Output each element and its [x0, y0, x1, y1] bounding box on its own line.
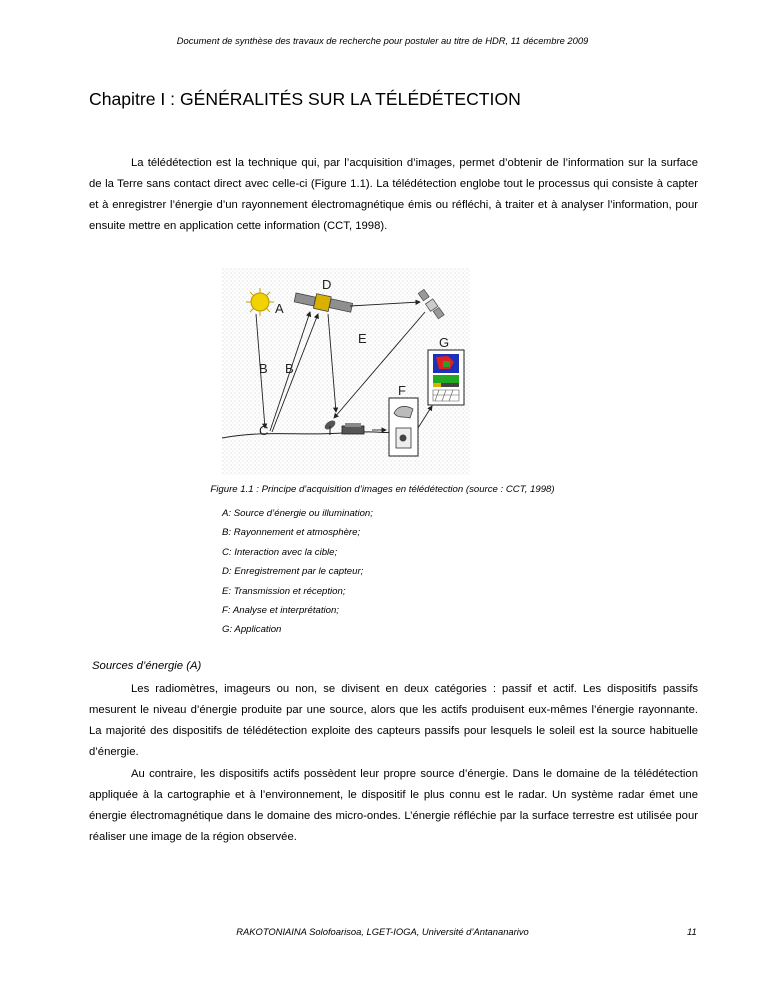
legend-item: A: Source d’énergie ou illumination;	[222, 508, 373, 519]
remote-sensing-diagram	[222, 268, 470, 475]
figure-label-b2: B	[285, 361, 294, 376]
legend-item: C: Interaction avec la cible;	[222, 546, 338, 558]
section-paragraph: Les radiomètres, imageurs ou non, se divisent en deux catégories : passif et actif. Les dispositifs passifs mesurent le niveau d’énergie produite par une source, alors que les actifs produisent eux-mêmes l’énergie rayonnante. La majorité des dispositifs de télédétection exploite des capteurs passifs pour lesquels le soleil est la source habituelle d’énergie.	[89, 683, 698, 758]
section-heading: Sources d’énergie (A)	[92, 660, 202, 672]
application-panel-icon	[428, 350, 464, 405]
legend-item: B: Rayonnement et atmosphère;	[222, 527, 361, 539]
sun-icon	[246, 288, 274, 316]
section-paragraph: Au contraire, les dispositifs actifs possèdent leur propre source d’énergie. Dans le domaine de la télédétection appliquée à la cartographie et à l’environnement, le dispositif le plus connu est le radar. Un système radar émet une énergie électromagnétique dans le domaine des micro-ondes. L’énergie réfléchie par la surface terrestre est utilisée pour réaliser une image de la région observée.	[89, 768, 698, 843]
figure-label-a: A	[275, 301, 284, 316]
figure-label-e: E	[358, 331, 367, 346]
figure-legend	[222, 504, 373, 640]
figure-label-b1: B	[259, 361, 268, 376]
legend-item: E: Transmission et réception;	[222, 585, 346, 597]
running-header: Document de synthèse des travaux de recherche pour postuler au titre de HDR, 11 décembre 2009	[176, 35, 589, 46]
analysis-panel-icon	[389, 398, 418, 456]
legend-item: D: Enregistrement par le capteur;	[222, 566, 364, 578]
page-number: 11	[687, 926, 697, 937]
remote-sensing-figure	[222, 268, 470, 475]
figure-label-d: D	[322, 277, 332, 292]
figure-label-f: F	[398, 383, 406, 398]
figure-label-c: C	[259, 423, 269, 438]
legend-item: F: Analyse et interprétation;	[222, 605, 339, 617]
footer-author: RAKOTONIAINA Solofoarisoa, LGET-IOGA, Université d’Antananarivo	[236, 926, 529, 937]
chapter-title: Chapitre I : GÉNÉRALITÉS SUR LA TÉLÉDÉTECTION	[89, 89, 521, 109]
legend-item: G: Application	[222, 624, 282, 636]
figure-label-g: G	[439, 335, 450, 350]
figure-caption: Figure 1.1 : Principe d’acquisition d’images en télédétection (source : CCT, 1998)	[210, 484, 555, 495]
intro-paragraph: La télédétection est la technique qui, par l’acquisition d’images, permet d’obtenir de l’information sur la surface de la Terre sans contact direct avec celle-ci (Figure 1.1). La télédétection englobe tout le processus qui consiste à capter et à enregistrer l’énergie d’un rayonnement électromagnétique émis ou réfléchi, à traiter et à analyser l’information, pour ensuite mettre en application cette information (CCT, 1998).	[89, 157, 698, 232]
